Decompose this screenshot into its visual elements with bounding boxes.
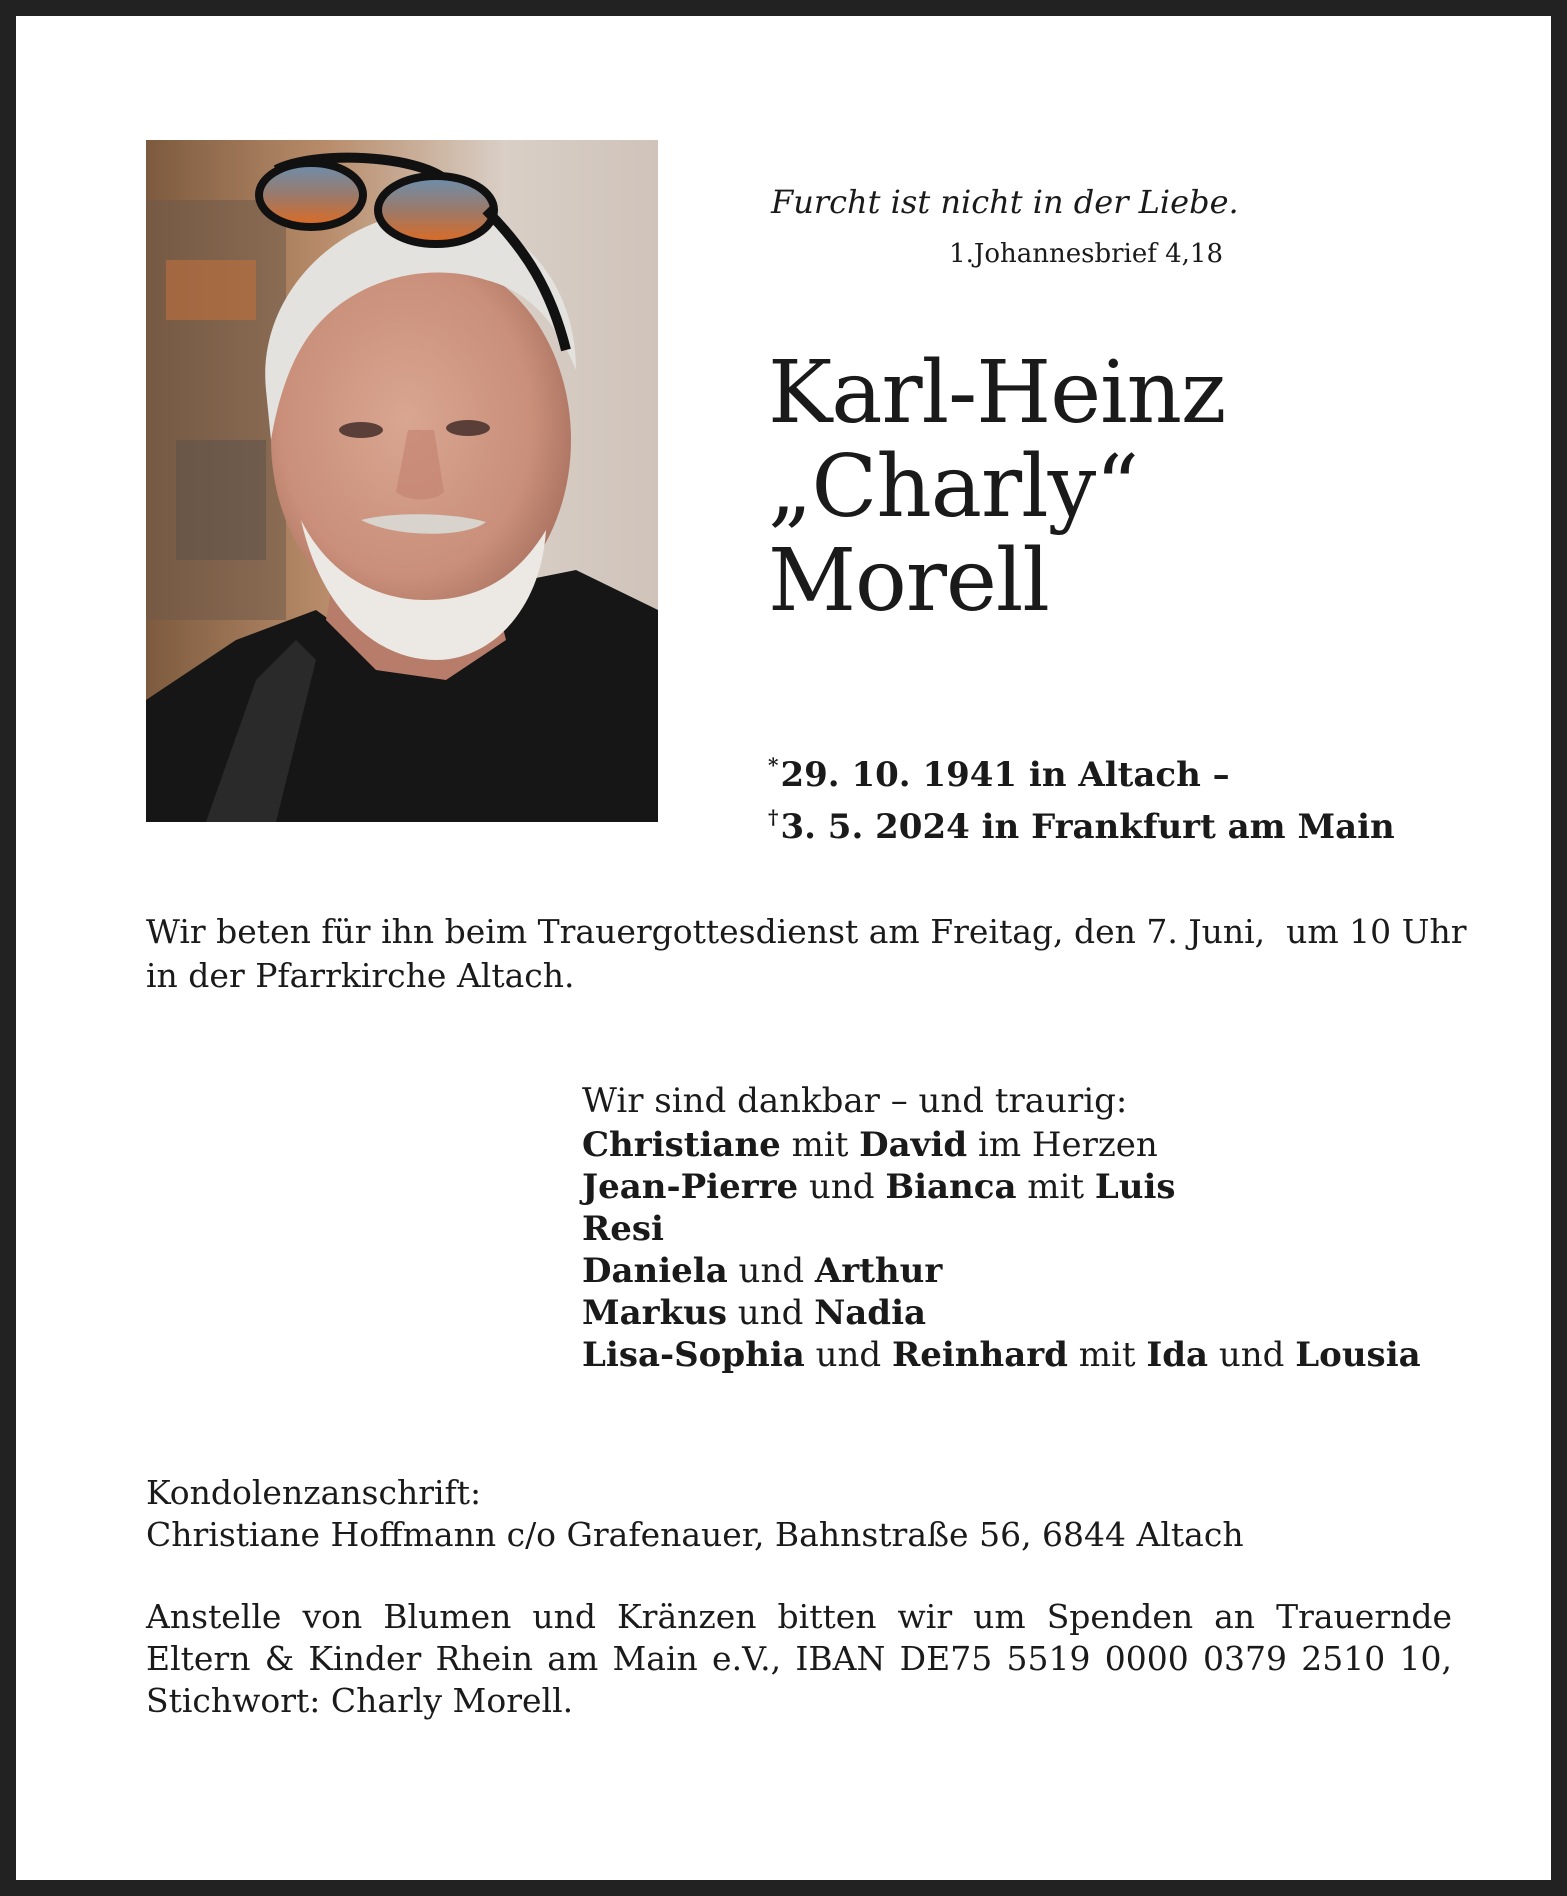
birth-date: 29. 10. 1941 in Altach – — [780, 755, 1230, 795]
mourner-name: Resi — [582, 1209, 664, 1249]
mourner-name: Bianca — [885, 1167, 1017, 1207]
birth-line — [768, 744, 1488, 796]
mourner-row — [582, 1334, 1482, 1376]
mourner-name: Luis — [1094, 1167, 1176, 1207]
portrait-photo — [146, 140, 658, 822]
verse-reference: 1.Johannesbrief 4,18 — [949, 239, 1223, 269]
mourner-row — [582, 1208, 1482, 1250]
name-line-first: Karl-Heinz — [768, 343, 1226, 443]
mourner-connector: und — [804, 1335, 892, 1375]
mourner-name: Ida — [1146, 1335, 1209, 1375]
death-line — [768, 796, 1488, 848]
mourner-connector: im Herzen — [967, 1125, 1158, 1165]
name-line-surname: Morell — [768, 531, 1049, 631]
mourner-name: Reinhard — [891, 1335, 1068, 1375]
condolence-label: Kondolenzanschrift: — [146, 1473, 482, 1512]
mourner-name: Lisa-Sophia — [582, 1335, 805, 1375]
donation-request: Anstelle von Blumen und Kränzen bitten wir um Spenden an Trauernde Eltern & Kinder Rhein am Main e.V., IBAN DE75 5519 0000 0379 2510 10, Stichwort: Charly Morell. — [146, 1597, 1452, 1720]
mourner-connector: und — [1208, 1335, 1296, 1375]
birth-star-icon: * — [768, 753, 779, 777]
mourner-row — [582, 1250, 1482, 1292]
mourner-row — [582, 1124, 1482, 1166]
mourner-connector: mit — [1067, 1335, 1147, 1375]
mourner-name: Nadia — [814, 1293, 927, 1333]
life-dates — [768, 744, 1488, 848]
mourners-intro: Wir sind dankbar – und traurig: — [582, 1081, 1128, 1121]
mourner-connector: und — [798, 1167, 886, 1207]
mourner-name: Daniela — [582, 1251, 728, 1291]
mourner-row — [582, 1166, 1482, 1208]
death-cross-icon: † — [768, 805, 779, 829]
mourner-connector: mit — [780, 1125, 860, 1165]
service-line-2: in der Pfarrkirche Altach. — [146, 956, 575, 995]
deceased-name — [768, 343, 1488, 631]
mourner-name: David — [859, 1125, 968, 1165]
condolence-address-line: Christiane Hoffmann c/o Grafenauer, Bahnstraße 56, 6844 Altach — [146, 1515, 1244, 1554]
mourner-name: Markus — [582, 1293, 727, 1333]
bible-verse: Furcht ist nicht in der Liebe. — [771, 183, 1239, 221]
service-announcement — [146, 910, 1476, 998]
mourner-name: Lousia — [1295, 1335, 1421, 1375]
mourners-rows — [582, 1124, 1482, 1376]
mourner-row — [582, 1292, 1482, 1334]
mourners-list — [582, 1080, 1482, 1376]
portrait-illustration — [146, 140, 658, 822]
mourner-name: Arthur — [814, 1251, 943, 1291]
service-line-1: Wir beten für ihn beim Trauergottesdienst am Freitag, den 7. Juni, um 10 Uhr — [146, 912, 1467, 951]
mourner-name: Christiane — [582, 1125, 781, 1165]
mourner-connector: mit — [1016, 1167, 1095, 1207]
mourner-connector: und — [727, 1293, 815, 1333]
condolence-address — [146, 1472, 1476, 1556]
mourner-connector: und — [727, 1251, 815, 1291]
mourner-name: Jean-Pierre — [582, 1167, 799, 1207]
death-date: 3. 5. 2024 in Frankfurt am Main — [780, 807, 1395, 847]
name-line-nickname: „Charly“ — [768, 437, 1139, 537]
